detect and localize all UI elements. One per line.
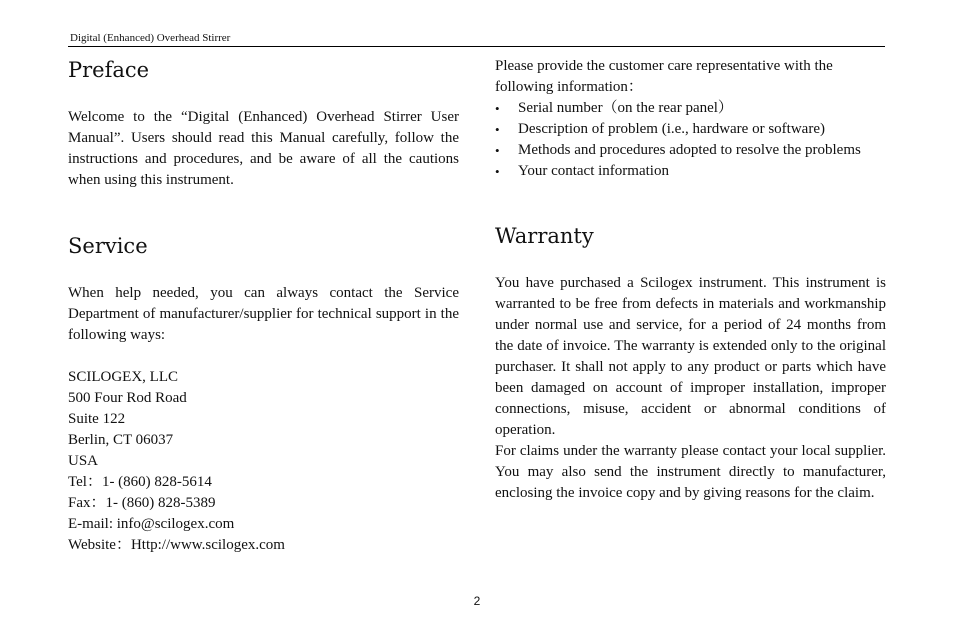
preface-heading: Preface — [68, 58, 150, 82]
service-heading: Service — [68, 234, 148, 258]
page-number: 2 — [473, 594, 481, 608]
city-state-zip: Berlin, CT 06037 — [68, 432, 174, 448]
info-request-intro: Please provide the customer care representative with the following information： — [495, 58, 833, 95]
service-text: When help needed, you can always contact the Service Department of manufacturer/supplier for technical support in the following ways: — [68, 285, 459, 343]
running-header: Digital (Enhanced) Overhead Stirrer — [70, 32, 231, 44]
warranty-paragraph-2: For claims under the warranty please contact your local supplier. You may also send the instrument directly to manufacturer, enclosing the invoice copy and by giving reasons for the claim. — [495, 443, 886, 501]
website: Website：Http://www.scilogex.com — [68, 537, 285, 553]
street-address: 500 Four Rod Road — [68, 390, 187, 406]
email: E-mail: info@scilogex.com — [68, 516, 235, 532]
company-name: SCILOGEX, LLC — [68, 369, 178, 385]
header-rule — [68, 46, 885, 47]
warranty-paragraph-1: You have purchased a Scilogex instrument. This instrument is warranted to be free from defects in materials and workmanship under normal use and service, for a period of 24 months from the date of invoice. The warranty is extended only to the original purchaser. It shall not apply to any product or parts which have been damaged on account of improper installation, improper connections, misuse, accident or abnormal conditions of operation. — [495, 275, 886, 438]
preface-text: Welcome to the “Digital (Enhanced) Overhead Stirrer User Manual”. Users should read this Manual carefully, follow the instructions and procedures, and be aware of all the cautions when using this instrument. — [68, 109, 459, 188]
list-item: • Your contact information — [495, 161, 886, 182]
list-item: • Description of problem (i.e., hardware or software) — [495, 119, 886, 140]
suite: Suite 122 — [68, 411, 126, 427]
fax: Fax：1- (860) 828-5389 — [68, 495, 216, 511]
telephone: Tel：1- (860) 828-5614 — [68, 474, 212, 490]
info-request-list — [495, 98, 886, 182]
list-item: • Serial number（on the rear panel） — [495, 98, 886, 119]
warranty-heading: Warranty — [495, 224, 594, 248]
list-item: • Methods and procedures adopted to resolve the problems — [495, 140, 886, 161]
contact-address — [68, 367, 459, 556]
country: USA — [68, 453, 99, 469]
left-column — [68, 56, 459, 556]
right-column — [495, 56, 886, 504]
